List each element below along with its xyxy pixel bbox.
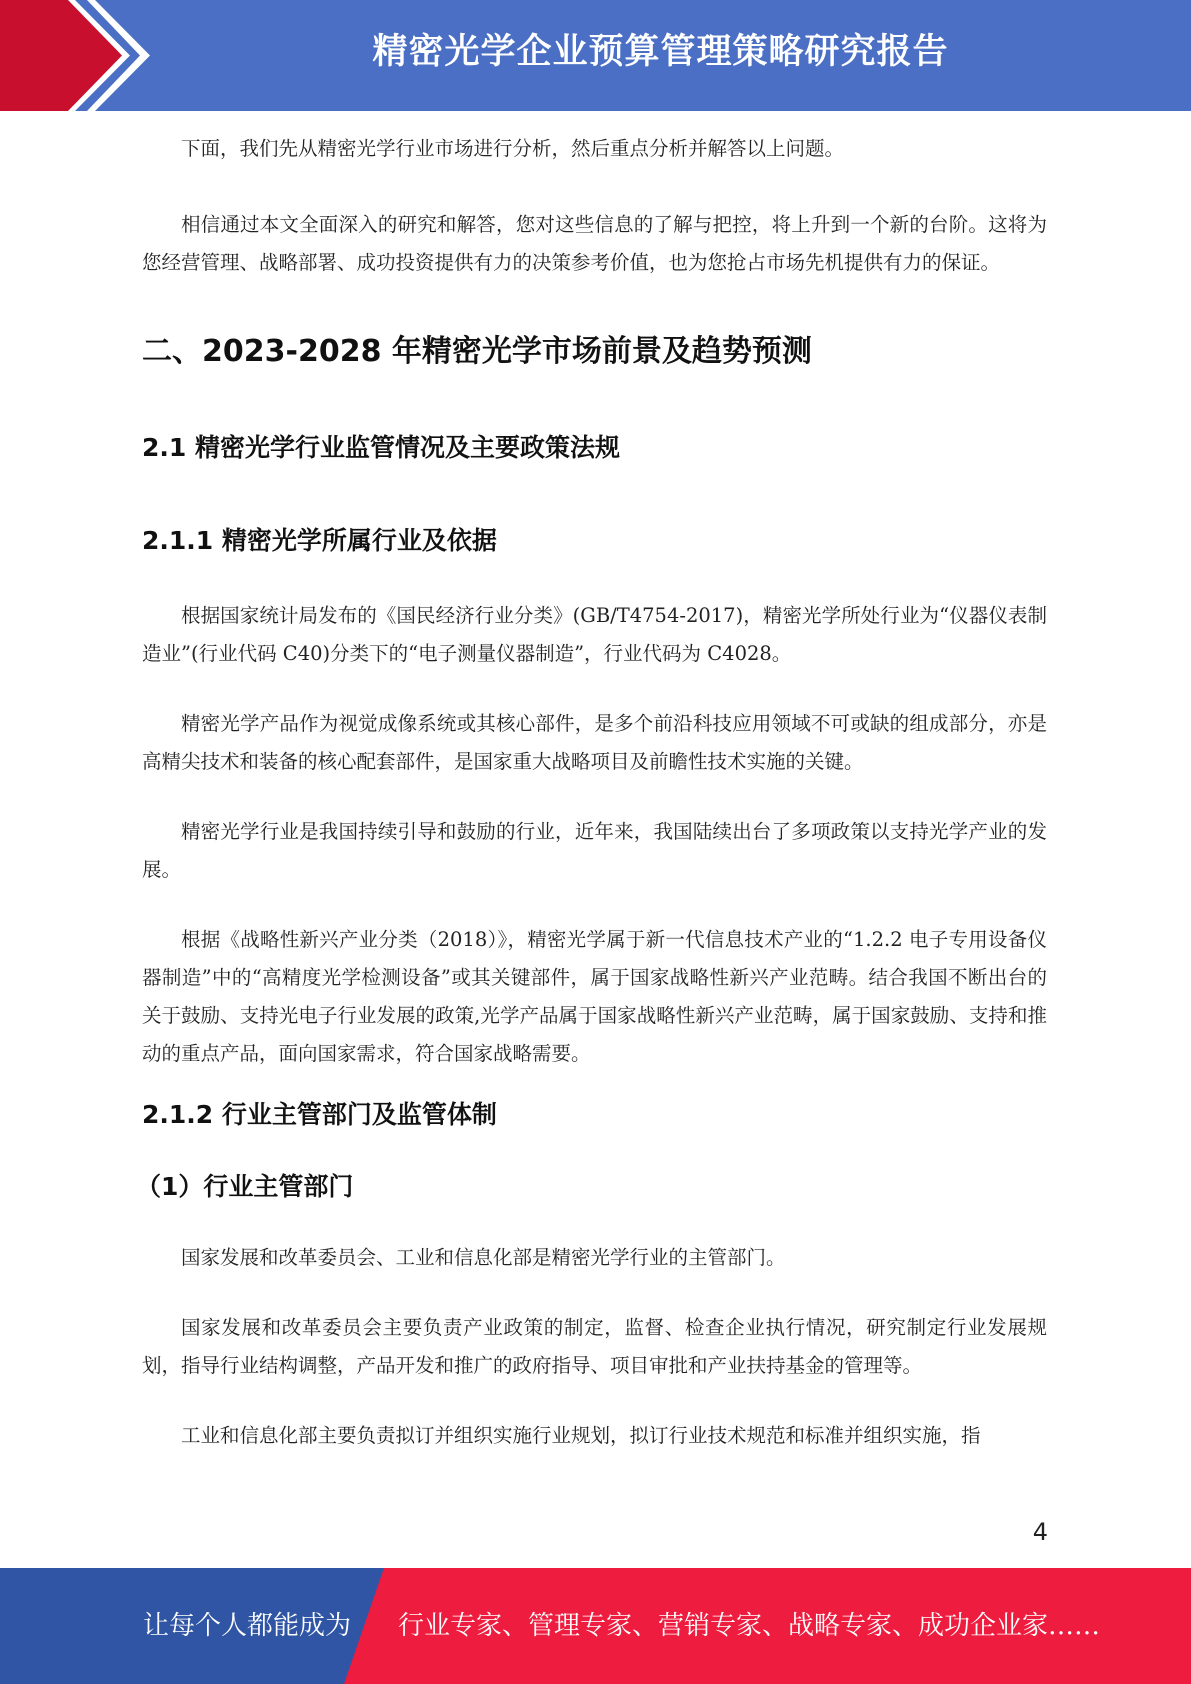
section-heading: 二、2023-2028 年精密光学市场前景及趋势预测: [142, 334, 812, 369]
subsection-heading-2-1-1: 2.1.1 精密光学所属行业及依据: [142, 526, 497, 555]
paragraph-strategic-classification: 根据《战略性新兴产业分类（2018）》，精密光学属于新一代信息技术产业的“1.2.2 电子专用设备仪器制造”中的“高精度光学检测设备”或其关键部件，属于国家战略性新兴产业范畴。结合我国不断出台的关于鼓励、支持光电子行业发展的政策,光学产品属于国家战略性新兴产业范畴，属于国家鼓励、支持和推动的重点产品，面向国家需求，符合国家战略需要。: [142, 928, 1047, 1065]
page-header: [0, 0, 1191, 111]
paragraph-policy-support: 精密光学行业是我国持续引导和鼓励的行业，近年来，我国陆续出台了多项政策以支持光学产业的发展。: [142, 820, 1047, 881]
paragraph-core-components: 精密光学产品作为视觉成像系统或其核心部件，是多个前沿科技应用领域不可或缺的组成部分，亦是高精尖技术和装备的核心配套部件，是国家重大战略项目及前瞻性技术实施的关键。: [142, 712, 1047, 773]
list-heading-1: （1）行业主管部门: [136, 1172, 354, 1201]
footer-slogan-right: 行业专家、管理专家、营销专家、战略专家、成功企业家……: [398, 1611, 1101, 1641]
main-content: [136, 130, 1047, 1455]
paragraph-ndrc-duties: 国家发展和改革委员会主要负责产业政策的制定，监督、检查企业执行情况，研究制定行业发展规划，指导行业结构调整，产品开发和推广的政府指导、项目审批和产业扶持基金的管理等。: [142, 1316, 1047, 1377]
intro-paragraph-2: 相信通过本文全面深入的研究和解答，您对这些信息的了解与把控，将上升到一个新的台阶。这将为您经营管理、战略部署、成功投资提供有力的决策参考价值，也为您抢占市场先机提供有力的保证。: [142, 213, 1047, 274]
subsection-heading-2-1: 2.1 精密光学行业监管情况及主要政策法规: [142, 433, 620, 462]
paragraph-miit-duties: 工业和信息化部主要负责拟订并组织实施行业规划，拟订行业技术规范和标准并组织实施，指: [181, 1424, 981, 1447]
report-title: 精密光学企业预算管理策略研究报告: [372, 32, 949, 72]
page-number: 4: [1032, 1518, 1048, 1546]
paragraph-authorities: 国家发展和改革委员会、工业和信息化部是精密光学行业的主管部门。: [181, 1246, 786, 1269]
footer-slogan-left: 让每个人都能成为: [143, 1611, 352, 1641]
subsection-heading-2-1-2: 2.1.2 行业主管部门及监管体制: [142, 1100, 497, 1129]
paragraph-industry-classification: 根据国家统计局发布的《国民经济行业分类》(GB/T4754-2017)，精密光学所处行业为“仪器仪表制造业”(行业代码 C40)分类下的“电子测量仪器制造”，行业代码为 C4028。: [142, 604, 1047, 665]
page-footer: [0, 1568, 1191, 1684]
intro-paragraph-1: 下面，我们先从精密光学行业市场进行分析，然后重点分析并解答以上问题。: [181, 137, 845, 160]
